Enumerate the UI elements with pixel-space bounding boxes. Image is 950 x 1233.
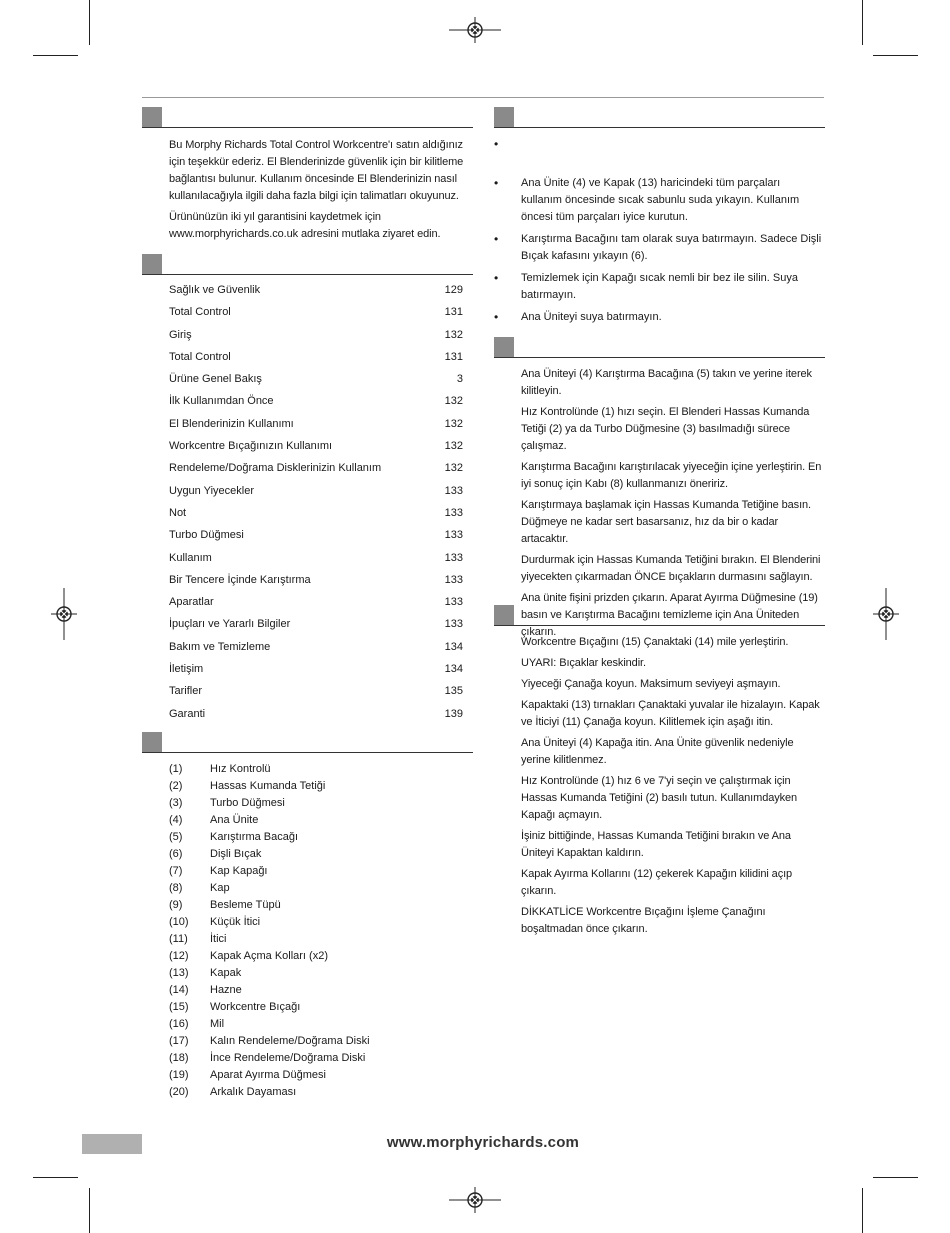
part-label: Kap Kapağı (210, 865, 268, 877)
toc-row (169, 707, 463, 729)
part-number: (4) (169, 814, 183, 826)
section-rule-intro (142, 127, 473, 128)
part-number: (5) (169, 831, 183, 843)
part-number: (8) (169, 882, 183, 894)
list-item (494, 175, 824, 226)
toc-label: Turbo Düğmesi (169, 529, 244, 542)
instruction-paragraph: DİKKATLİCE Workcentre Bıçağını İşleme Çanağını boşaltmadan önce çıkarın. (521, 906, 766, 935)
part-label: Kap (210, 882, 230, 894)
toc-label: Total Control (169, 350, 231, 363)
instruction-paragraph: Durdurmak için Hassas Kumanda Tetiğini bırakın. El Blenderini yiyecekten çıkarmadan ÖNCE bıçakların durmasını sağlayın. (521, 554, 821, 583)
instruction-paragraph: Workcentre Bıçağını (15) Çanaktaki (14) mile yerleştirin. (521, 636, 789, 648)
toc-label: Uygun Yiyecekler (169, 484, 254, 497)
bullet-icon: • (494, 310, 499, 324)
part-number: (17) (169, 1035, 189, 1047)
instruction-paragraph: UYARI: Bıçaklar keskindir. (521, 657, 646, 669)
bullet-icon: • (494, 232, 499, 246)
list-item (169, 1051, 370, 1068)
part-label: Kalın Rendeleme/Doğrama Diski (210, 1035, 370, 1047)
section-marker-intro (142, 107, 162, 127)
part-label: Hız Kontrolü (210, 763, 271, 775)
instruction-paragraph: Karıştırma Bacağını karıştırılacak yiyeceğin içine yerleştirin. En iyi sonuç için Kabı (8) kullanmanızı öneririz. (521, 461, 822, 490)
section-rule-parts (142, 752, 473, 753)
toc-label: Giriş (169, 328, 192, 341)
list-item (494, 309, 824, 326)
part-label: İnce Rendeleme/Doğrama Diski (210, 1052, 366, 1064)
instruction-paragraph: Karıştırmaya başlamak için Hassas Kumanda Tetiğine basın. Düğmeye ne kadar sert basarsanız, hız da bir o kadar artacaktır. (521, 499, 812, 545)
instruction-paragraph: Ana Üniteyi (4) Kapağa itin. Ana Ünite güvenlik nedeniyle yerine kilitlenmez. (521, 737, 794, 766)
list-item (169, 762, 370, 779)
list-item (169, 1085, 370, 1102)
section-marker-blender-use (494, 337, 514, 357)
list-item (169, 830, 370, 847)
toc-label: Not (169, 506, 187, 519)
part-number: (19) (169, 1069, 189, 1081)
toc-label: İpuçları ve Yararlı Bilgiler (169, 618, 291, 631)
list-item (169, 1017, 370, 1034)
toc-row (169, 573, 463, 595)
list-item (494, 231, 824, 265)
instruction-paragraph: Ana Üniteyi (4) Karıştırma Bacağına (5) takın ve yerine iterek kilitleyin. (521, 368, 812, 397)
list-item (169, 1000, 370, 1017)
toc-label: Kullanım (169, 551, 212, 564)
toc-label: İlk Kullanımdan Önce (169, 395, 274, 408)
page-top-rule (142, 97, 824, 98)
toc-label: Total Control (169, 306, 231, 319)
section-rule-contents (142, 274, 473, 275)
toc-row (169, 439, 463, 461)
part-label: Kapak Açma Kolları (x2) (210, 950, 328, 962)
toc-label: Ürüne Genel Bakış (169, 373, 262, 386)
section-rule-before-first-use (494, 127, 825, 128)
toc-page: 129 (444, 284, 463, 296)
part-label: Arkalık Dayaması (210, 1086, 297, 1098)
toc-page: 135 (444, 685, 463, 698)
list-item (169, 847, 370, 864)
toc-page: 134 (444, 663, 463, 676)
list-item (169, 881, 370, 898)
part-number: (10) (169, 916, 189, 928)
toc-label: Bir Tencere İçinde Karıştırma (169, 573, 311, 586)
part-label: Besleme Tüpü (210, 899, 281, 911)
toc-row (169, 283, 463, 305)
toc-row (169, 394, 463, 416)
toc-page: 134 (444, 640, 463, 653)
part-label: Mil (210, 1018, 225, 1030)
instruction-paragraph: Kapak Ayırma Kollarını (12) çekerek Kapağın kilidini açıp çıkarın. (521, 868, 793, 897)
toc-row (169, 328, 463, 350)
toc-row (169, 461, 463, 483)
toc-label: Workcentre Bıçağınızın Kullanımı (169, 440, 333, 453)
instruction-paragraph: Hız Kontrolünde (1) hız 6 ve 7'yi seçin ve çalıştırmak için Hassas Kumanda Tetiğini (2) basılı tutun. Kullanımdayken Kapağı açmayın. (521, 775, 798, 821)
crop-mark (873, 55, 918, 56)
part-label: Dişli Bıçak (210, 848, 262, 860)
crop-mark (89, 0, 90, 45)
part-number: (12) (169, 950, 189, 962)
list-item (169, 864, 370, 881)
list-item (169, 966, 370, 983)
toc-row (169, 662, 463, 684)
toc-page: 132 (444, 462, 463, 475)
part-label: Küçük İtici (210, 916, 261, 928)
part-number: (7) (169, 865, 183, 877)
part-number: (1) (169, 763, 183, 775)
registration-mark-icon (449, 17, 501, 43)
part-number: (14) (169, 984, 189, 996)
toc-row (169, 528, 463, 550)
list-item (169, 796, 370, 813)
bullet-text: Ana Ünite (4) ve Kapak (13) haricindeki tüm parçaları kullanım öncesinde sıcak sabunlu suda yıkayın. Kullanım öncesi tüm parçaları iyice kurutun. (521, 177, 800, 223)
toc-page: 133 (444, 596, 463, 609)
crop-mark (862, 1188, 863, 1233)
footer-website-url: www.morphyrichards.com (386, 1134, 580, 1151)
crop-mark (33, 55, 78, 56)
part-label: Kapak (210, 967, 242, 979)
toc-row (169, 684, 463, 706)
part-number: (11) (169, 933, 188, 945)
intro-text (169, 137, 469, 247)
toc-label: İletişim (169, 663, 204, 676)
section-marker-contents (142, 254, 162, 274)
list-item (494, 136, 824, 153)
registration-mark-icon (873, 588, 899, 640)
page-number-tab (82, 1134, 142, 1154)
toc-row (169, 484, 463, 506)
crop-mark (873, 1177, 918, 1178)
list-item (169, 1068, 370, 1085)
toc-page: 133 (444, 529, 463, 542)
intro-paragraph: Ürününüzün iki yıl garantisini kaydetmek için www.morphyrichards.co.uk adresini mutlaka ziyaret edin. (169, 211, 441, 240)
toc-row (169, 305, 463, 327)
bullet-text: Karıştırma Bacağını tam olarak suya batırmayın. Sadece Dişli Bıçak kafasını yıkayın (6). (521, 233, 822, 262)
before-first-use-list (494, 136, 824, 331)
list-item (169, 898, 370, 915)
registration-mark-icon (51, 588, 77, 640)
part-label: Hazne (210, 984, 242, 996)
toc-row (169, 506, 463, 528)
instruction-paragraph: Kapaktaki (13) tırnakları Çanaktaki yuvalar ile hizalayın. Kapak ve İticiyi (11) Çanağa koyun. Kilitlemek için aşağı itin. (521, 699, 820, 728)
toc-page: 133 (444, 484, 463, 497)
part-number: (16) (169, 1018, 189, 1030)
table-of-contents (169, 283, 463, 729)
crop-mark (862, 0, 863, 45)
list-item (169, 779, 370, 796)
toc-page: 131 (444, 350, 463, 363)
part-number: (6) (169, 848, 183, 860)
part-label: Workcentre Bıçağı (210, 1001, 301, 1013)
toc-row (169, 417, 463, 439)
intro-paragraph: Bu Morphy Richards Total Control Workcentre'ı satın aldığınız için teşekkür ederiz. El Blenderinizde güvenlik için bir kilitleme bağlantısı bulunur. Kullanım öncesinde El Blenderinizin nasıl kullanılacağıyla ilgili daha fazla bilgi için talimatları okuyunuz. (169, 139, 464, 202)
section-marker-parts (142, 732, 162, 752)
list-item (494, 270, 824, 304)
bullet-text: Temizlemek için Kapağı sıcak nemli bir bez ile silin. Suya batırmayın. (521, 272, 798, 301)
toc-row (169, 551, 463, 573)
toc-page: 133 (444, 618, 463, 631)
toc-page: 132 (444, 395, 463, 408)
part-label: Aparat Ayırma Düğmesi (210, 1069, 326, 1081)
blender-use-text (521, 366, 824, 645)
crop-mark (89, 1188, 90, 1233)
toc-page: 133 (444, 506, 463, 519)
toc-page: 131 (444, 306, 463, 319)
part-number: (20) (169, 1086, 189, 1098)
part-label: İtici (210, 933, 227, 945)
registration-mark-icon (449, 1187, 501, 1213)
toc-label: Bakım ve Temizleme (169, 640, 271, 653)
part-number: (9) (169, 899, 183, 911)
toc-row (169, 595, 463, 617)
section-rule-workcentre-use (494, 625, 825, 626)
part-label: Karıştırma Bacağı (210, 831, 299, 843)
bullet-text: Ana Üniteyi suya batırmayın. (521, 311, 662, 323)
part-label: Turbo Düğmesi (210, 797, 285, 809)
toc-label: Sağlık ve Güvenlik (169, 284, 261, 296)
section-marker-workcentre-use (494, 605, 514, 625)
parts-list (169, 762, 370, 1102)
toc-label: El Blenderinizin Kullanımı (169, 417, 294, 430)
toc-page: 139 (444, 707, 463, 720)
toc-page: 133 (444, 573, 463, 586)
instruction-paragraph: İşiniz bittiğinde, Hassas Kumanda Tetiğini bırakın ve Ana Üniteyi Kapaktan kaldırın. (521, 830, 791, 859)
list-item (169, 983, 370, 1000)
list-item (169, 813, 370, 830)
section-rule-blender-use (494, 357, 825, 358)
toc-label: Garanti (169, 707, 206, 720)
instruction-paragraph: Hız Kontrolünde (1) hızı seçin. El Blenderi Hassas Kumanda Tetiği (2) ya da Turbo Düğmesine (3) basılmadığı sürece çalışmaz. (521, 406, 810, 452)
part-number: (3) (169, 797, 183, 809)
workcentre-use-text (521, 634, 824, 942)
bullet-icon: • (494, 137, 499, 151)
toc-page: 132 (444, 417, 463, 430)
instruction-paragraph: Yiyeceği Çanağa koyun. Maksimum seviyeyi aşmayın. (521, 678, 781, 690)
list-item (169, 949, 370, 966)
part-number: (15) (169, 1001, 189, 1013)
toc-row (169, 372, 463, 394)
toc-row (169, 640, 463, 662)
part-label: Ana Ünite (210, 814, 259, 826)
toc-page: 3 (456, 373, 463, 386)
bullet-icon: • (494, 271, 499, 285)
toc-page: 132 (444, 328, 463, 341)
list-item (169, 915, 370, 932)
section-marker-before-first-use (494, 107, 514, 127)
part-number: (13) (169, 967, 189, 979)
list-item (169, 932, 370, 949)
toc-label: Rendeleme/Doğrama Disklerinizin Kullanım (169, 462, 382, 475)
toc-page: 133 (444, 551, 463, 564)
bullet-icon: • (494, 176, 499, 190)
toc-row (169, 350, 463, 372)
toc-label: Tarifler (169, 685, 203, 698)
part-label: Hassas Kumanda Tetiği (210, 780, 326, 792)
list-item (169, 1034, 370, 1051)
part-number: (2) (169, 780, 183, 792)
part-number: (18) (169, 1052, 189, 1064)
toc-page: 132 (444, 440, 463, 453)
instruction-paragraph: Ana ünite fişini prizden çıkarın. Aparat Ayırma Düğmesine (19) basın ve Karıştırma Bacağını temizleme için Ana Üniteden çıkarın. (521, 592, 818, 638)
toc-label: Aparatlar (169, 596, 214, 609)
crop-mark (33, 1177, 78, 1178)
toc-row (169, 617, 463, 639)
